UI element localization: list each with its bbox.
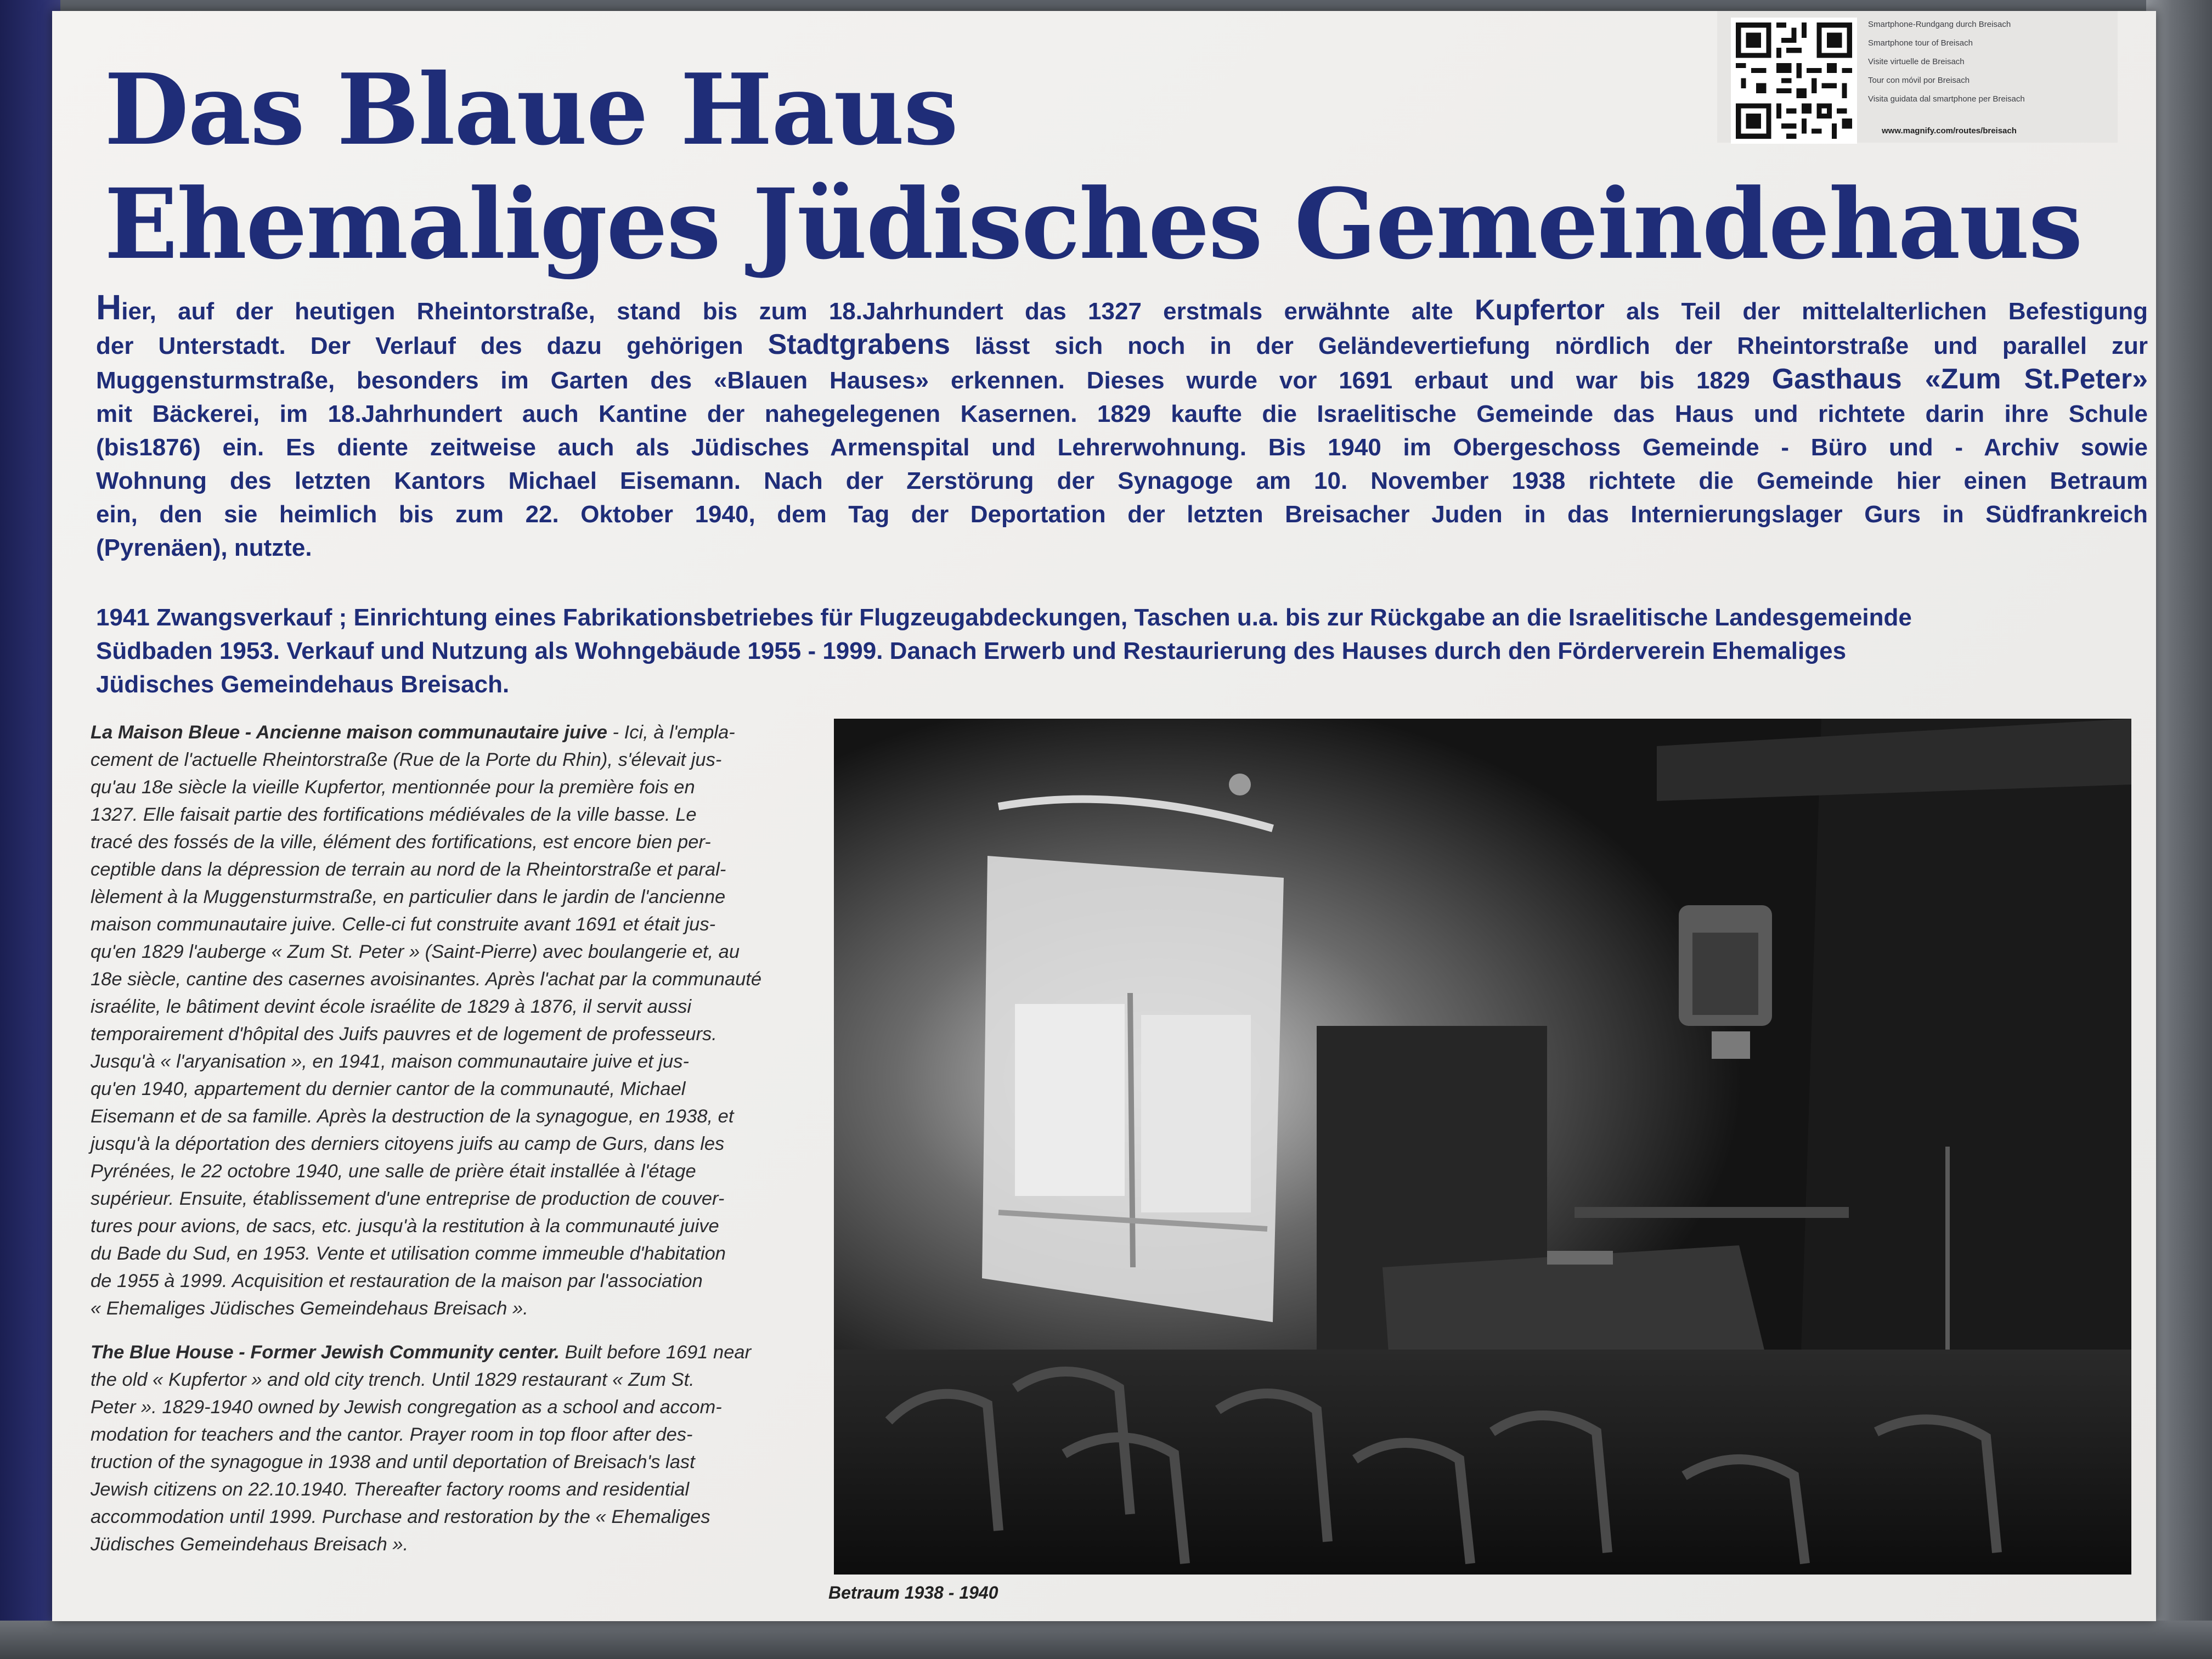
- german-line: ein, den sie heimlich bis zum 22. Oktober 1940, dem Tag der Deportation der letzten Breisacher Juden in das Internierungslager Gurs in Südfrankreich: [96, 501, 2148, 528]
- french-line: jusqu'à la déportation des derniers citoyens juifs au camp de Gurs, dans les: [91, 1133, 725, 1154]
- english-line: accommodation until 1999. Purchase and restoration by the « Ehemaliges: [91, 1506, 710, 1527]
- french-line: qu'au 18e siècle la vieille Kupfertor, mentionnée pour la première fois en: [91, 777, 695, 798]
- photo-caption: Betraum 1938 - 1940: [828, 1583, 998, 1602]
- english-heading: The Blue House - Former Jewish Community center.: [91, 1342, 560, 1363]
- sign-title: Das Blaue Haus: [104, 52, 958, 167]
- qr-line: Visite virtuelle de Breisach: [1868, 57, 1965, 66]
- wall-right: [2146, 0, 2212, 1659]
- german-line: (bis1876) ein. Es diente zeitweise auch als Jüdisches Armenspital und Lehrerwohnung. Bis 1940 im Obergeschoss Gemeinde - Büro und - Archiv sowie: [96, 434, 2148, 461]
- prayer-room-image: [834, 719, 2131, 1575]
- qr-tour-text: [1868, 15, 2109, 109]
- french-line: « Ehemaliges Jüdisches Gemeindehaus Breisach ».: [91, 1298, 528, 1319]
- french-line: lèlement à la Muggensturmstraße, en particulier dans le jardin de l'ancienne: [91, 887, 726, 907]
- french-paragraph: [91, 719, 850, 1322]
- german-line: Muggensturmstraße, besonders im Garten des «Blauen Hauses» erkennen. Dieses wurde vor 1691 erbaut und war bis 1829 Gasthaus «Zum St.Peter»: [96, 363, 2148, 395]
- historic-prayer-room-photo: [834, 719, 2131, 1575]
- english-line: truction of the synagogue in 1938 and until deportation of Breisach's last: [91, 1452, 695, 1472]
- german-line: Wohnung des letzten Kantors Michael Eisemann. Nach der Zerstörung der Synagoge am 10. November 1938 richtete die Gemeinde hier einen Betraum: [96, 467, 2148, 494]
- french-line: La Maison Bleue - Ancienne maison communautaire juive - Ici, à l'empla-: [91, 722, 735, 743]
- qr-code-icon[interactable]: [1731, 18, 1857, 144]
- english-line: modation for teachers and the cantor. Prayer room in top floor after des-: [91, 1424, 693, 1445]
- french-line: ceptible dans la dépression de terrain au nord de la Rheintorstraße et paral-: [91, 859, 726, 880]
- english-line: The Blue House - Former Jewish Community center. Built before 1691 near: [91, 1342, 752, 1363]
- french-line: de 1955 à 1999. Acquisition et restauration de la maison par l'association: [91, 1271, 703, 1291]
- french-line: maison communautaire juive. Celle-ci fut construite avant 1691 et était jus-: [91, 914, 716, 935]
- german-line: Hier, auf der heutigen Rheintorstraße, stand bis zum 18.Jahrhundert das 1327 erstmals erwähnte alte Kupfertor als Teil der mittelalterlichen Befestigung: [96, 287, 2148, 327]
- french-line: tures pour avions, de sacs, etc. jusqu'à la restitution à la communauté juive: [91, 1216, 719, 1237]
- qr-line: Visita guidata dal smartphone per Breisach: [1868, 94, 2025, 104]
- sign-subtitle: Ehemaliges Jüdisches Gemeindehaus: [104, 167, 2082, 281]
- french-line: 18e siècle, cantine des casernes avoisinantes. Après l'achat par la communauté: [91, 969, 762, 990]
- qr-line: Smartphone-Rundgang durch Breisach: [1868, 20, 2011, 29]
- qr-line: Tour con móvil por Breisach: [1868, 76, 1970, 85]
- german-line: Südbaden 1953. Verkauf und Nutzung als Wohngebäude 1955 - 1999. Danach Erwerb und Restaurierung des Hauses durch den Förderverein Ehemaliges: [96, 637, 1847, 664]
- english-paragraph: [91, 1339, 850, 1558]
- french-line: temporairement d'hôpital des Juifs pauvres et de logement de professeurs.: [91, 1024, 717, 1045]
- english-line: Jewish citizens on 22.10.1940. Thereafter factory rooms and residential: [91, 1479, 690, 1500]
- french-line: qu'en 1829 l'auberge « Zum St. Peter » (Saint-Pierre) avec boulangerie et, au: [91, 941, 740, 962]
- english-line: Peter ». 1829-1940 owned by Jewish congregation as a school and accom-: [91, 1397, 722, 1418]
- french-line: qu'en 1940, appartement du dernier cantor de la communauté, Michael: [91, 1079, 686, 1099]
- french-line: du Bade du Sud, en 1953. Vente et utilisation comme immeuble d'habitation: [91, 1243, 726, 1264]
- french-line: Eisemann et de sa famille. Après la destruction de la synagogue, en 1938, et: [91, 1106, 734, 1127]
- german-line: der Unterstadt. Der Verlauf des dazu gehörigen Stadtgrabens lässt sich noch in der Geländevertiefung nördlich der Rheintorstraße und parallel zur: [96, 329, 2148, 360]
- german-line: (Pyrenäen), nutzte.: [96, 534, 312, 561]
- french-line: 1327. Elle faisait partie des fortifications médiévales de la ville basse. Le: [91, 804, 697, 825]
- german-line: mit Bäckerei, im 18.Jahrhundert auch Kantine der nahegelegenen Kasernen. 1829 kaufte die Israelitische Gemeinde das Haus und richtete darin ihre Schule: [96, 400, 2148, 427]
- qr-line: Smartphone tour of Breisach: [1868, 38, 1973, 48]
- german-line: Jüdisches Gemeindehaus Breisach.: [96, 671, 510, 698]
- sign-frame-bottom: [0, 1621, 2212, 1659]
- english-line: the old « Kupfertor » and old city trench. Until 1829 restaurant « Zum St.: [91, 1369, 695, 1390]
- french-line: cement de l'actuelle Rheintorstraße (Rue de la Porte du Rhin), s'élevait jus-: [91, 749, 722, 770]
- qr-url-link[interactable]: www.magnify.com/routes/breisach: [1882, 126, 2017, 136]
- german-paragraph-history: [96, 287, 2148, 565]
- french-line: Pyrénées, le 22 octobre 1940, une salle de prière était installée à l'étage: [91, 1161, 696, 1182]
- info-sign: [52, 11, 2156, 1621]
- french-line: israélite, le bâtiment devint école israélite de 1829 à 1876, il servit aussi: [91, 996, 692, 1017]
- qr-panel[interactable]: [1717, 11, 2118, 143]
- german-paragraph-postwar: [96, 601, 2148, 701]
- french-line: supérieur. Ensuite, établissement d'une entreprise de production de couver-: [91, 1188, 725, 1209]
- german-line: 1941 Zwangsverkauf ; Einrichtung eines Fabrikationsbetriebes für Flugzeugabdeckungen, Taschen u.a. bis zur Rückgabe an die Israelitische Landesgemeinde: [96, 604, 1912, 631]
- french-line: Jusqu'à « l'aryanisation », en 1941, maison communautaire juive et jus-: [91, 1051, 689, 1072]
- french-heading: La Maison Bleue - Ancienne maison communautaire juive: [91, 722, 607, 743]
- english-line: Jüdisches Gemeindehaus Breisach ».: [91, 1534, 409, 1555]
- french-line: tracé des fossés de la ville, élément des fortifications, est encore bien per-: [91, 832, 711, 853]
- sign-frame-left: [0, 0, 60, 1659]
